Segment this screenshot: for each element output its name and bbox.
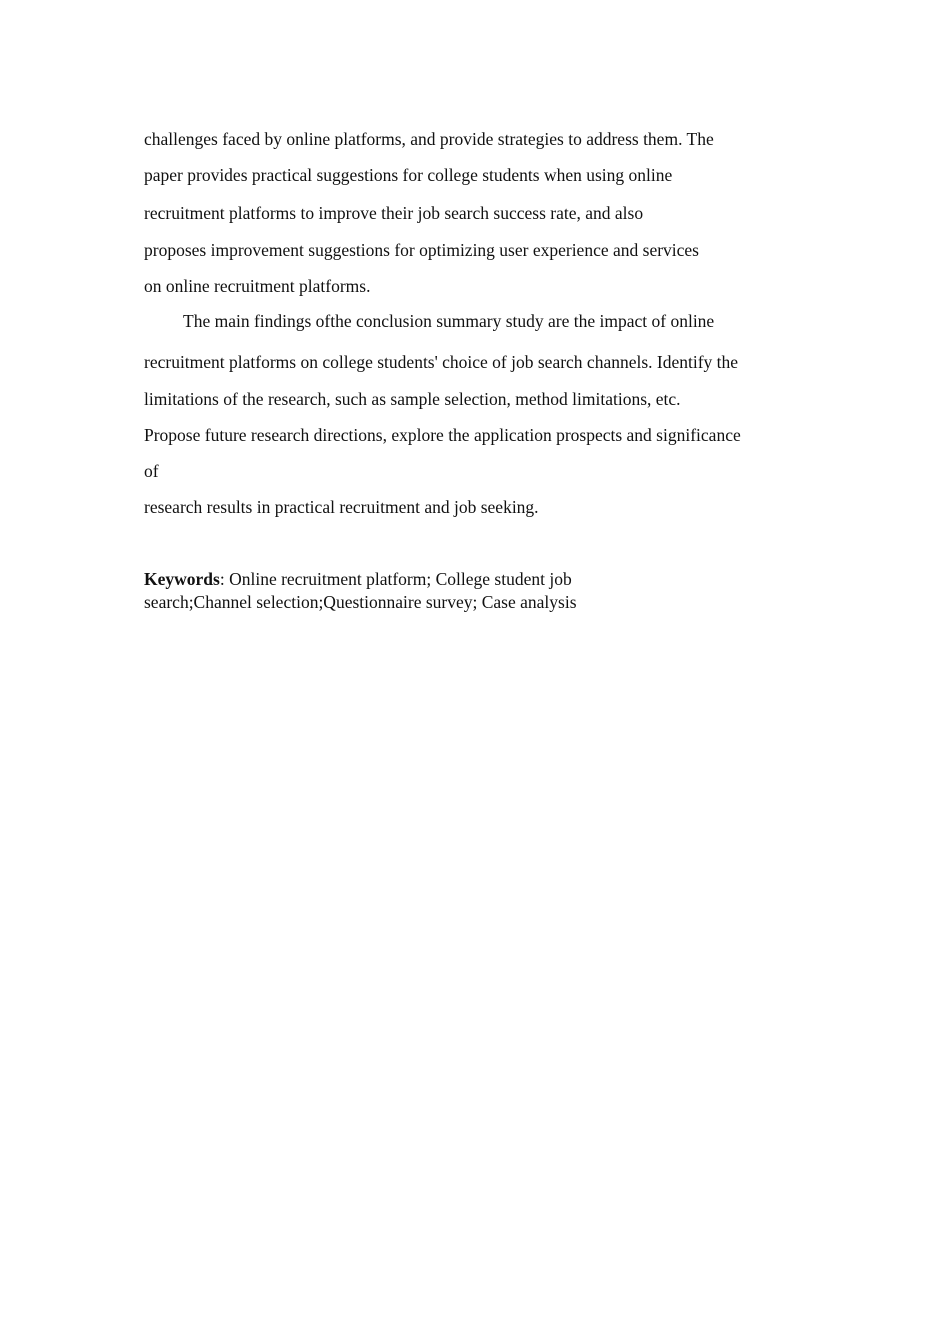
paragraph-1-line-2: paper provides practical suggestions for college students when using online bbox=[144, 165, 673, 185]
paragraph-2-line-1: The main findings ofthe conclusion summary study are the impact of online bbox=[183, 311, 715, 331]
paragraph-1-line-1: challenges faced by online platforms, and provide strategies to address them. The bbox=[144, 129, 714, 149]
keywords-line-2: search;Channel selection;Questionnaire survey; Case analysis bbox=[144, 592, 577, 612]
paragraph-2-line-2: recruitment platforms on college students' choice of job search channels. Identify the bbox=[144, 352, 739, 372]
paragraph-2-line-5: of bbox=[144, 461, 159, 481]
keywords-separator: : bbox=[219, 569, 225, 589]
keywords-label: Keywords bbox=[144, 569, 220, 589]
paragraph-1-line-4: proposes improvement suggestions for optimizing user experience and services bbox=[144, 240, 699, 260]
paragraph-2-line-4: Propose future research directions, explore the application prospects and significance bbox=[144, 425, 741, 445]
keywords-line-1 bbox=[144, 568, 572, 590]
paragraph-1-line-3: recruitment platforms to improve their job search success rate, and also bbox=[144, 203, 644, 223]
paragraph-2-line-3: limitations of the research, such as sample selection, method limitations, etc. bbox=[144, 389, 681, 409]
keywords-text-1: Online recruitment platform; College student job bbox=[224, 569, 572, 589]
paragraph-1-line-5: on online recruitment platforms. bbox=[144, 276, 371, 296]
paragraph-2-line-6: research results in practical recruitment and job seeking. bbox=[144, 497, 539, 517]
